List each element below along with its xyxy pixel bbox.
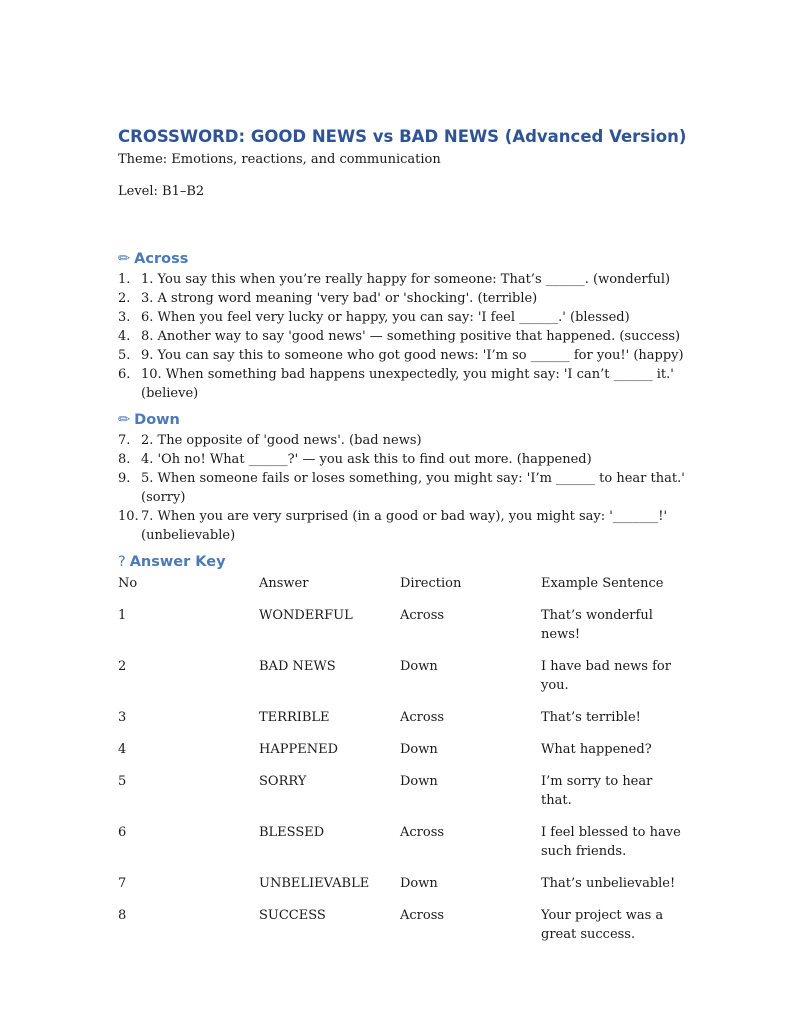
- answer-key-heading: [118, 551, 698, 573]
- answer-number: 7: [118, 876, 127, 891]
- answer-example: I’m sorry to hear that.: [541, 774, 653, 808]
- down-heading: [118, 409, 698, 431]
- table-header-row: [118, 574, 682, 606]
- document-title: CROSSWORD: GOOD NEWS vs BAD NEWS (Advanced Version): [118, 127, 687, 146]
- clue-number: 9.: [118, 471, 131, 486]
- answer-direction: Across: [400, 710, 445, 725]
- clue-text: 7. When you are very surprised (in a good or bad way), you might say: '_______!' (unbelievable): [141, 509, 668, 543]
- answer-direction: Down: [400, 659, 438, 674]
- clue-text: 9. You can say this to someone who got good news: 'I’m so ______ for you!' (happy): [141, 348, 684, 363]
- column-header-answer: Answer: [259, 576, 309, 591]
- answer-number: 4: [118, 742, 127, 757]
- clue-number: 8.: [118, 452, 131, 467]
- clue-number: 6.: [118, 367, 131, 382]
- clue-text: 5. When someone fails or loses something, you might say: 'I’m ______ to hear that.' (sorry): [141, 471, 685, 505]
- answer-word: BAD NEWS: [259, 659, 336, 674]
- answer-word: SORRY: [259, 774, 307, 789]
- answer-direction: Down: [400, 876, 438, 891]
- clue-text: 4. 'Oh no! What ______?' — you ask this to find out more. (happened): [141, 452, 592, 467]
- clue-number: 10.: [118, 509, 139, 524]
- answer-number: 1: [118, 608, 127, 623]
- table-row: [118, 772, 682, 823]
- clue-number: 7.: [118, 433, 131, 448]
- answer-word: HAPPENED: [259, 742, 338, 757]
- answer-word: SUCCESS: [259, 908, 326, 923]
- down-heading-label: Down: [134, 412, 180, 428]
- answer-number: 8: [118, 908, 127, 923]
- answer-key-table: [118, 574, 682, 957]
- across-clue: [118, 365, 698, 403]
- table-row: [118, 606, 682, 657]
- answer-direction: Across: [400, 825, 445, 840]
- answer-direction: Across: [400, 608, 445, 623]
- table-row: [118, 657, 682, 708]
- table-row: [118, 740, 682, 772]
- answer-example: That’s wonderful news!: [541, 608, 653, 642]
- across-heading-label: Across: [134, 251, 189, 267]
- answer-word: UNBELIEVABLE: [259, 876, 370, 891]
- across-clue: [118, 327, 698, 346]
- answer-direction: Down: [400, 774, 438, 789]
- answer-number: 6: [118, 825, 127, 840]
- answer-key-heading-label: Answer Key: [129, 554, 226, 570]
- answer-example: I feel blessed to have such friends.: [541, 825, 681, 859]
- table-row: [118, 708, 682, 740]
- table-row: [118, 906, 682, 957]
- across-clue: [118, 308, 698, 327]
- down-clue: [118, 431, 698, 450]
- column-header-example: Example Sentence: [541, 576, 664, 591]
- answer-example: That’s terrible!: [541, 710, 641, 725]
- table-row: [118, 874, 682, 906]
- clue-text: 1. You say this when you’re really happy for someone: That’s ______. (wonderful): [141, 272, 671, 287]
- clue-number: 4.: [118, 329, 131, 344]
- answer-word: WONDERFUL: [259, 608, 353, 623]
- down-clue-list: [118, 431, 698, 545]
- clue-text: 2. The opposite of 'good news'. (bad news): [141, 433, 422, 448]
- across-clue: [118, 346, 698, 365]
- across-clue: [118, 270, 698, 289]
- column-header-no: No: [118, 576, 138, 591]
- answer-number: 3: [118, 710, 127, 725]
- down-clue: [118, 450, 698, 469]
- answer-direction: Across: [400, 908, 445, 923]
- clue-text: 8. Another way to say 'good news' — something positive that happened. (success): [141, 329, 681, 344]
- clue-number: 1.: [118, 272, 131, 287]
- clue-text: 10. When something bad happens unexpectedly, you might say: 'I can’t ______ it.' (believe): [141, 367, 674, 401]
- theme-text: Theme: Emotions, reactions, and communication: [118, 152, 441, 167]
- answer-word: TERRIBLE: [259, 710, 330, 725]
- clue-number: 2.: [118, 291, 131, 306]
- across-clue-list: [118, 270, 698, 403]
- answer-example: That’s unbelievable!: [541, 876, 676, 891]
- answer-example: I have bad news for you.: [541, 659, 671, 693]
- answer-word: BLESSED: [259, 825, 325, 840]
- clue-number: 5.: [118, 348, 131, 363]
- column-header-direction: Direction: [400, 576, 462, 591]
- down-clue: [118, 507, 698, 545]
- answer-example: Your project was a great success.: [541, 908, 664, 942]
- document-page: [118, 124, 698, 957]
- answer-number: 2: [118, 659, 127, 674]
- across-clue: [118, 289, 698, 308]
- answer-direction: Down: [400, 742, 438, 757]
- clue-number: 3.: [118, 310, 131, 325]
- clue-text: 3. A strong word meaning 'very bad' or 'shocking'. (terrible): [141, 291, 538, 306]
- table-row: [118, 823, 682, 874]
- missing-glyph-icon: ?: [118, 554, 126, 570]
- answer-number: 5: [118, 774, 127, 789]
- pencil-icon: ✏: [118, 412, 131, 428]
- across-heading: [118, 248, 698, 270]
- pencil-icon: ✏: [118, 251, 131, 267]
- answer-example: What happened?: [541, 742, 652, 757]
- clue-text: 6. When you feel very lucky or happy, you can say: 'I feel ______.' (blessed): [141, 310, 630, 325]
- level-text: Level: B1–B2: [118, 184, 205, 199]
- down-clue: [118, 469, 698, 507]
